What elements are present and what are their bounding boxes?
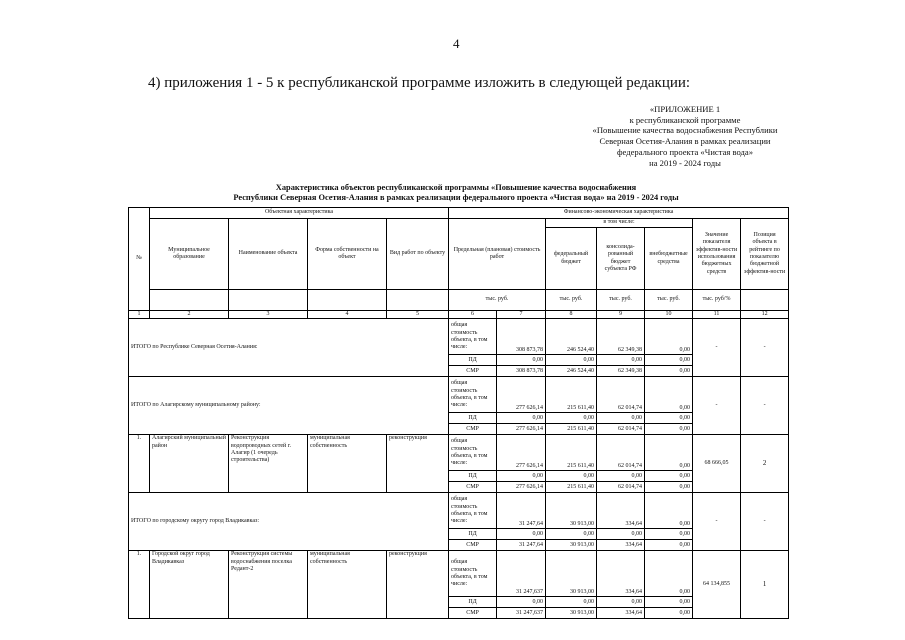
cell-value: 0,00: [645, 493, 693, 529]
units-empty: [308, 290, 387, 311]
header-num: №: [129, 208, 150, 311]
cell-value: 0,00: [597, 413, 645, 424]
cell-value: 0,00: [546, 355, 597, 366]
cell-value: 308 873,78: [497, 319, 546, 355]
cell-rating: -: [741, 493, 789, 551]
cell-value: 0,00: [645, 597, 693, 608]
cell-value: 30 913,00: [546, 608, 597, 619]
cell-value: 31 247,64: [497, 493, 546, 529]
cell-value: 0,00: [497, 529, 546, 540]
cell-rating: -: [741, 377, 789, 435]
appendix-line: «ПРИЛОЖЕНИЕ 1: [649, 104, 721, 114]
table-row: [129, 551, 789, 597]
header-extrabudget: внебюджетные средства: [645, 228, 693, 290]
row-label-pd: ПД: [449, 471, 497, 482]
unit-extrabudget: тыс. руб.: [645, 290, 693, 311]
col-number: 5: [387, 311, 449, 319]
cell-value: 0,00: [645, 319, 693, 355]
row-label-pd: ПД: [449, 597, 497, 608]
object-num: 1.: [129, 435, 150, 493]
cell-value: 334,64: [597, 551, 645, 597]
title-line: Республики Северная Осетия-Алания в рамках реализации федерального проекта «Чистая вода» на 2019 - 2024 годы: [233, 192, 679, 202]
cell-value: 31 247,637: [497, 551, 546, 597]
cell-value: 62 014,74: [597, 377, 645, 413]
cell-value: 0,00: [645, 413, 693, 424]
cell-value: 0,00: [645, 366, 693, 377]
cell-value: 0,00: [497, 471, 546, 482]
cell-value: 215 611,40: [546, 377, 597, 413]
object-name: Реконструкция системы водоснабжения поселка Редант-2: [229, 551, 308, 619]
cell-rating: 2: [741, 435, 789, 493]
cell-value: 277 626,14: [497, 424, 546, 435]
table-title: [150, 183, 762, 203]
cell-value: 30 913,00: [546, 493, 597, 529]
table-row: [129, 377, 789, 413]
row-label-total: общая стоимость объекта, в том числе:: [449, 319, 497, 355]
object-work-type: реконструкция: [387, 551, 449, 619]
cell-value: 0,00: [546, 529, 597, 540]
cell-value: 334,64: [597, 540, 645, 551]
cell-value: 30 913,00: [546, 540, 597, 551]
object-municipality: Алагирский муниципальный район: [150, 435, 229, 493]
units-empty: [387, 290, 449, 311]
object-ownership: муниципальная собственность: [308, 435, 387, 493]
cell-value: 62 349,38: [597, 319, 645, 355]
units-empty: [150, 290, 229, 311]
cell-value: 246 524,40: [546, 366, 597, 377]
cell-value: 215 611,40: [546, 435, 597, 471]
cell-value: 31 247,64: [497, 540, 546, 551]
header-efficiency: Значение показателя эффектив-ности использования бюджетных средств: [693, 219, 741, 290]
cell-value: 0,00: [597, 355, 645, 366]
cell-value: 0,00: [546, 413, 597, 424]
cell-value: 334,64: [597, 608, 645, 619]
appendix-line: федерального проекта «Чистая вода»: [616, 146, 754, 157]
cell-value: 0,00: [645, 540, 693, 551]
row-label-total: общая стоимость объекта, в том числе:: [449, 435, 497, 471]
col-number: 11: [693, 311, 741, 319]
cell-value: 334,64: [597, 493, 645, 529]
row-label-smr: СМР: [449, 608, 497, 619]
header-units-row: [129, 290, 789, 311]
row-label-total: общая стоимость объекта, в том числе:: [449, 377, 497, 413]
units-empty: [741, 290, 789, 311]
cell-value: 62 014,74: [597, 435, 645, 471]
unit-cost: тыс. руб.: [449, 290, 546, 311]
row-label-smr: СМР: [449, 540, 497, 551]
header-rating: Позиция объекта в рейтинге по показателю бюджетной эффектив-ности: [741, 219, 789, 290]
cell-value: 308 873,78: [497, 366, 546, 377]
header-municipality: Муниципальное образование: [150, 219, 229, 290]
col-number: 9: [597, 311, 645, 319]
title-line: Характеристика объектов республиканской программы «Повышение качества водоснабжения: [275, 183, 637, 192]
cell-value: 215 611,40: [546, 482, 597, 493]
header-federal: федеральный бюджет: [546, 228, 597, 290]
cell-value: 31 247,637: [497, 608, 546, 619]
col-number: 3: [229, 311, 308, 319]
cell-value: 30 913,00: [546, 551, 597, 597]
header-including: в том числе:: [546, 219, 693, 228]
header-consolidated: консолида-рованный бюджет субъекта РФ: [597, 228, 645, 290]
units-empty: [229, 290, 308, 311]
cell-value: 0,00: [597, 597, 645, 608]
total-vladikavkaz-label: ИТОГО по городскому округу город Владикавказ:: [129, 493, 449, 551]
header-object-characteristics: Объектная характеристика: [150, 208, 449, 219]
col-number: 4: [308, 311, 387, 319]
row-label-smr: СМР: [449, 366, 497, 377]
cell-value: 277 626,14: [497, 435, 546, 471]
cell-value: 0,00: [546, 597, 597, 608]
cell-value: 0,00: [645, 377, 693, 413]
cell-value: 277 626,14: [497, 482, 546, 493]
cell-efficiency: -: [693, 377, 741, 435]
appendix-header: [560, 104, 810, 168]
object-ownership: муниципальная собственность: [308, 551, 387, 619]
cell-value: 277 626,14: [497, 377, 546, 413]
cell-value: 0,00: [645, 551, 693, 597]
col-number: 6: [449, 311, 497, 319]
cell-value: 246 524,40: [546, 319, 597, 355]
row-label-pd: ПД: [449, 355, 497, 366]
col-number: 2: [150, 311, 229, 319]
cell-value: 0,00: [645, 435, 693, 471]
total-republic-label: ИТОГО по Республике Северная Осетия-Алания:: [129, 319, 449, 377]
cell-value: 0,00: [546, 471, 597, 482]
cell-value: 0,00: [497, 597, 546, 608]
unit-efficiency: тыс. руб/%: [693, 290, 741, 311]
cell-value: 62 014,74: [597, 482, 645, 493]
object-work-type: реконструкция: [387, 435, 449, 493]
header-ownership: Форма собственности на объект: [308, 219, 387, 290]
col-number: 8: [546, 311, 597, 319]
cell-value: 0,00: [497, 413, 546, 424]
cell-value: 215 611,40: [546, 424, 597, 435]
row-label-pd: ПД: [449, 413, 497, 424]
row-label-total: общая стоимость объекта, в том числе:: [449, 493, 497, 529]
row-label-smr: СМР: [449, 482, 497, 493]
object-name: Реконструкция водопроводных сетей г. Алагир (1 очередь строительства): [229, 435, 308, 493]
header-object-name: Наименование объекта: [229, 219, 308, 290]
cell-value: 0,00: [645, 355, 693, 366]
instruction-text: 4) приложения 1 - 5 к республиканской программе изложить в следующей редакции:: [148, 75, 691, 91]
cell-value: 0,00: [645, 471, 693, 482]
cell-rating: -: [741, 319, 789, 377]
col-number: 1: [129, 311, 150, 319]
header-cost: Предельная (плановая) стоимость работ: [449, 219, 546, 290]
row-label-pd: ПД: [449, 529, 497, 540]
column-numbers-row: [129, 311, 789, 319]
cell-value: 0,00: [645, 608, 693, 619]
table-row: [129, 493, 789, 529]
cell-efficiency: -: [693, 319, 741, 377]
appendix-line: к республиканской программе: [629, 114, 741, 125]
row-label-total: общая стоимость объекта, в том числе:: [449, 551, 497, 597]
appendix-line: на 2019 - 2024 годы: [649, 157, 721, 168]
total-alagir-label: ИТОГО по Алагирскому муниципальному району:: [129, 377, 449, 435]
cell-value: 0,00: [645, 482, 693, 493]
cell-rating: 1: [741, 551, 789, 619]
cell-value: 0,00: [645, 529, 693, 540]
page-number: 4: [453, 36, 460, 51]
header-row-1: [129, 208, 789, 219]
cell-value: 0,00: [645, 424, 693, 435]
cell-value: 62 349,38: [597, 366, 645, 377]
cell-efficiency: 68 666,05: [693, 435, 741, 493]
col-number: 12: [741, 311, 789, 319]
col-number: 7: [497, 311, 546, 319]
header-work-type: Вид работ по объекту: [387, 219, 449, 290]
cell-efficiency: 64 134,855: [693, 551, 741, 619]
table-row: [129, 319, 789, 355]
cell-value: 0,00: [597, 471, 645, 482]
cell-value: 0,00: [597, 529, 645, 540]
cell-value: 62 014,74: [597, 424, 645, 435]
objects-table: [128, 207, 789, 619]
object-num: 1.: [129, 551, 150, 619]
cell-value: 0,00: [497, 355, 546, 366]
unit-consolidated: тыс. руб.: [597, 290, 645, 311]
header-financial-characteristics: Финансово-экономическая характеристика: [449, 208, 789, 219]
row-label-smr: СМР: [449, 424, 497, 435]
unit-federal: тыс. руб.: [546, 290, 597, 311]
cell-efficiency: -: [693, 493, 741, 551]
table-row: [129, 435, 789, 471]
appendix-line: Северная Осетия-Алания в рамках реализации: [599, 136, 771, 147]
appendix-line: «Повышение качества водоснабжения Республики: [592, 125, 778, 136]
col-number: 10: [645, 311, 693, 319]
header-row-2: [129, 219, 789, 228]
object-municipality: Городской округ город Владикавказ: [150, 551, 229, 619]
